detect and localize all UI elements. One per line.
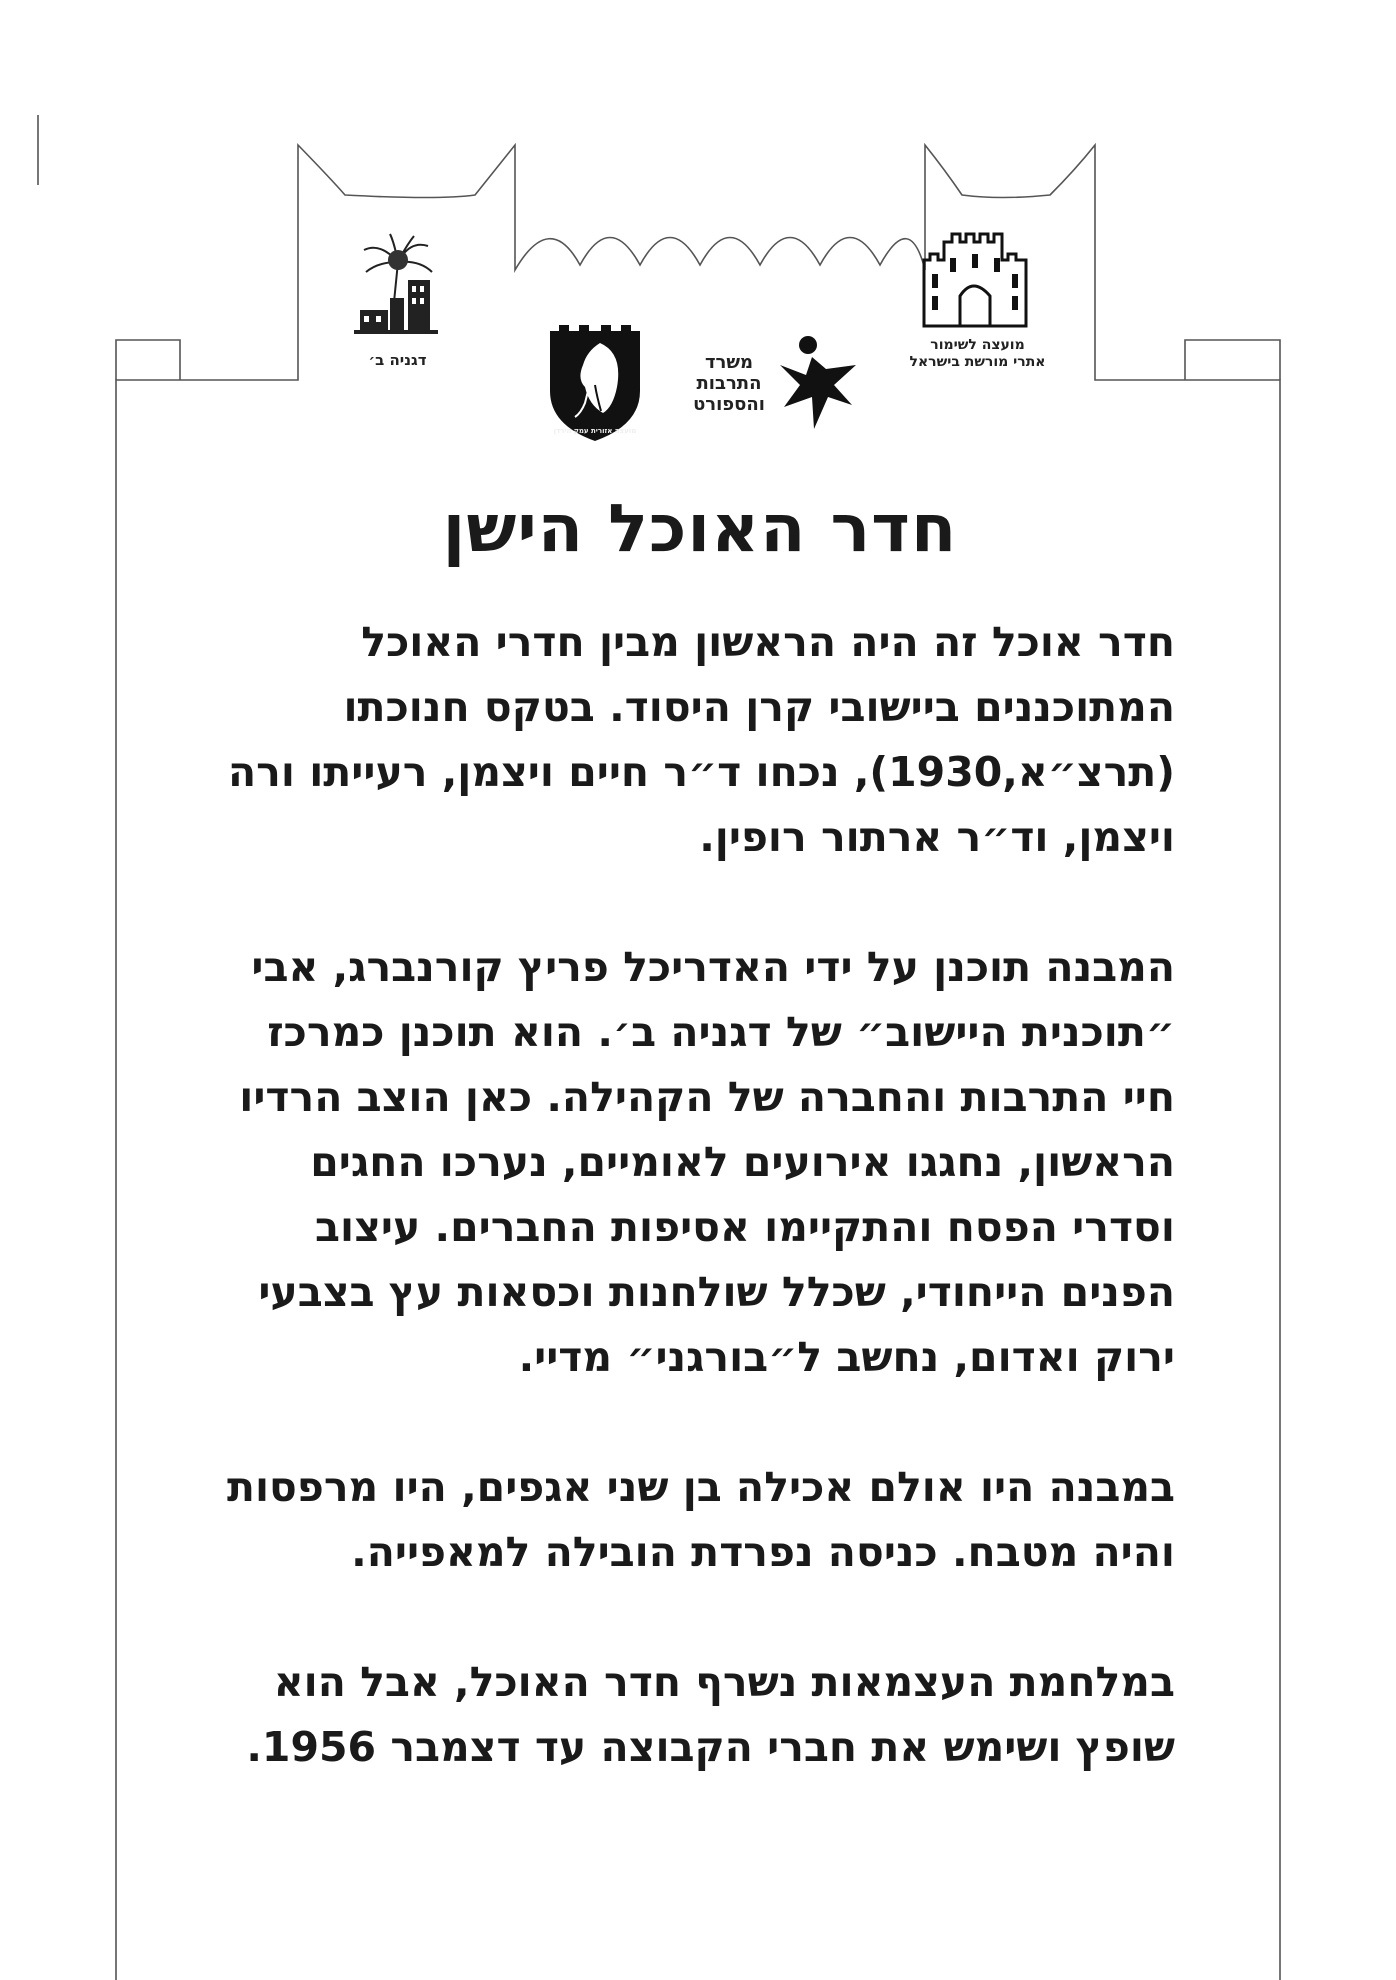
paragraph-3: במבנה היו אולם אכילה בן שני אגפים, היו מרפסות והיה מטבח. כניסה נפרדת הובילה למאפייה. xyxy=(226,1463,1175,1576)
heritage-council-label xyxy=(895,337,1060,371)
emek-hayarden-ring-text: מועצה אזורית עמק הירדן xyxy=(553,427,637,435)
paragraph-4: במלחמת העצמאות נשרף חדר האוכל, אבל הוא שופץ ושימש את חברי הקבוצה עד דצמבר 1956. xyxy=(246,1658,1175,1771)
ministry-line-2: התרבות xyxy=(696,373,762,394)
heritage-line-1: מועצה לשימור xyxy=(930,337,1025,353)
ministry-logo xyxy=(772,335,872,435)
heritage-council-logo xyxy=(920,230,1030,332)
palm-tree-icon xyxy=(350,232,445,342)
paragraph-2: המבנה תוכנן על ידי האדריכל פריץ קורנברג, אבי ״תוכנית היישוב״ של דגניה ב׳. הוא תוכנן כמרכז חיי התרבות והחברה של הקהילה. כאן הוצב הרדיו הראשון, נחגגו אירועים לאומיים, נערכו החגים וסדרי הפסח והתקיימו אסיפות החברים. עיצוב הפנים הייחודי, שכלל שולחנות וכסאות עץ בצבעי ירוק ואדום, נחשב ל״בורגני״ מדיי. xyxy=(239,943,1175,1381)
ministry-line-3: והספורט xyxy=(693,394,765,415)
degania-logo xyxy=(350,232,445,342)
gate-building-icon xyxy=(920,230,1030,332)
ministry-label xyxy=(688,352,770,415)
degania-label: דגניה ב׳ xyxy=(368,351,427,369)
ministry-line-1: משרד xyxy=(704,352,754,373)
sign-title: חדר האוכל הישן xyxy=(442,490,958,567)
sign-body xyxy=(215,610,1175,1845)
heritage-line-2: אתרי מורשת בישראל xyxy=(909,354,1046,370)
paragraph-1: חדר אוכל זה היה הראשון מבין חדרי האוכל המתוכננים ביישובי קרן היסוד. בטקס חנוכתו (תרצ״א,1930), נכחו ד״ר חיים ויצמן, רעייתו ורה ויצמן, וד״ר ארתור רופין. xyxy=(228,618,1175,861)
star-figure-icon xyxy=(772,335,872,435)
